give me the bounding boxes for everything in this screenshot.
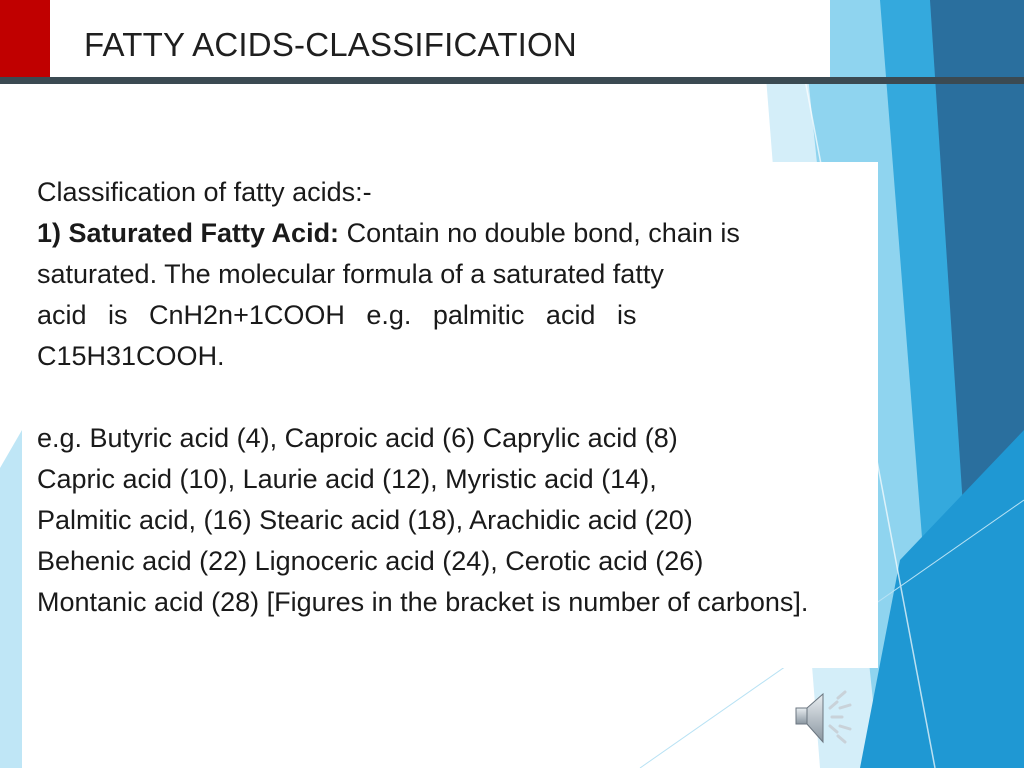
example-line-3: Palmitic acid, (16) Stearic acid (18), Arachidic acid (20)	[37, 505, 693, 535]
slide-title: FATTY ACIDS-CLASSIFICATION	[84, 26, 577, 63]
example-line-4: Behenic acid (22) Lignoceric acid (24), Cerotic acid (26)	[37, 546, 704, 576]
item-saturated	[37, 213, 867, 295]
title-rule	[0, 77, 1024, 84]
intro-line: Classification of fatty acids:-	[37, 177, 372, 207]
speaker-icon[interactable]	[790, 688, 860, 748]
slide-body	[37, 172, 867, 623]
item-saturated-label: 1) Saturated Fatty Acid:	[37, 218, 340, 248]
item-saturated-text: Contain no double bond, chain is saturated. The molecular formula of a saturated fatty	[37, 218, 740, 289]
palmitic-formula: C15H31COOH.	[37, 341, 225, 371]
paragraph-gap	[37, 377, 867, 418]
bg-left-strip	[0, 430, 22, 768]
example-line-1: e.g. Butyric acid (4), Caproic acid (6) Caprylic acid (8)	[37, 423, 678, 453]
example-line-5: Montanic acid (28) [Figures in the bracket is number of carbons].	[37, 587, 809, 617]
example-line-2: Capric acid (10), Laurie acid (12), Myristic acid (14),	[37, 464, 657, 494]
formula-line: acid is CnH2n+1COOH e.g. palmitic acid is	[37, 300, 637, 330]
title-accent-tab	[0, 0, 50, 78]
